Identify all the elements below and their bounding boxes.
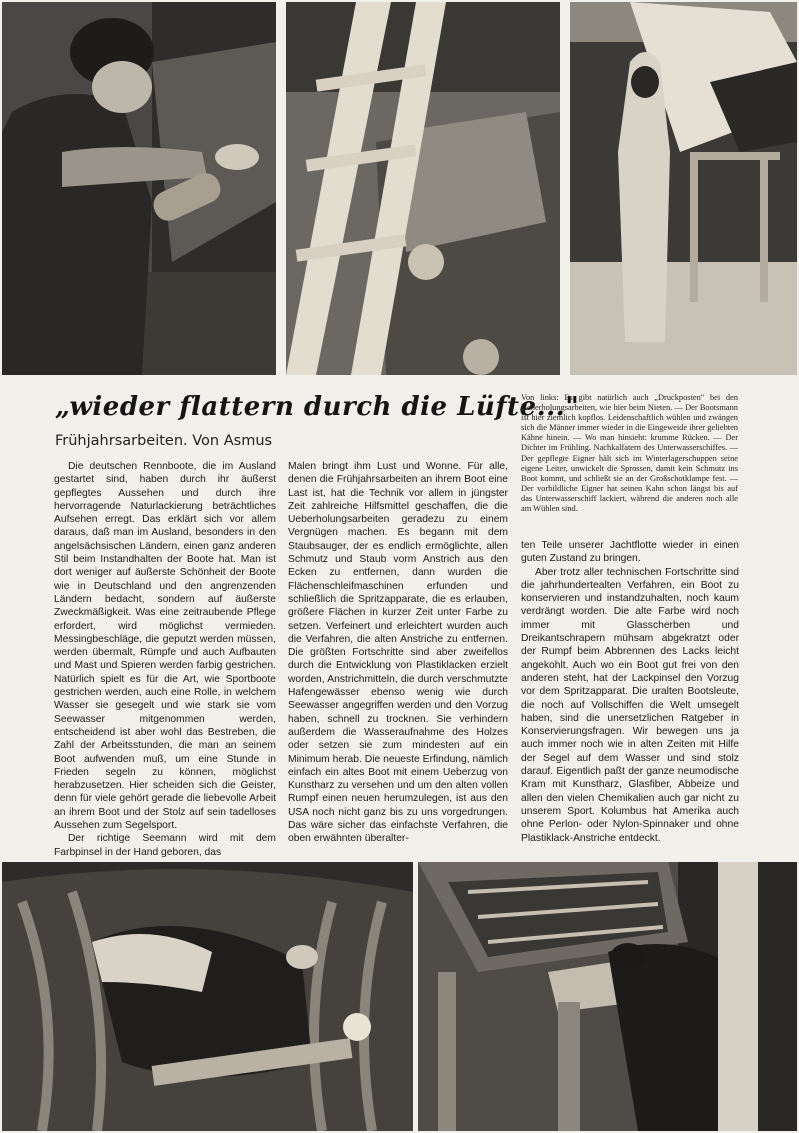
paragraph: ten Teile unserer Jachtflotte wieder in einen guten Zustand zu bringen. <box>521 540 739 565</box>
photo-under-hull <box>418 862 797 1131</box>
article-title: „wieder flattern durch die Lüfte..." <box>55 392 580 422</box>
photo-inside-hull <box>2 862 413 1131</box>
article-subtitle: Frühjahrsarbeiten. Von Asmus <box>55 433 273 449</box>
paragraph: Malen bringt ihm Lust und Wonne. Für alle, denen die Frühjahrsarbeiten an ihrem Boot eine Last ist, hat die Technik vor allem in jüngster Zeit zahlreiche Hilfsmittel geschaffen, die die Ueberholungsarbeiten geradezu zu einem Vergnügen machen. Es begann mit dem Staubsauger, der es endlich ermöglichte, allen Schmutz und Staub vorm Anstrich aus den Ecken zu entfernen, dann wurden die Flächenschleifmaschinen erfunden und schließlich die Spritzapparate, die es erlauben, größere Flächen in kurzer Zeit unter Farbe zu setzen. Verfeinert und erleichtert wurden auch die Verfahren, die alten Anstriche zu entfernen. Die größten Fortschritte sind aber zweifellos durch die Entwicklung von Plastiklacken erzielt worden, Anstrichmitteln, die durch verschmutzte Hafengewässer ebenso wenig wie durch Seewasser angegriffen werden und den Vorzug haben, schnell zu trocknen. Sie verhindern außerdem die Wasseraufnahme des Holzes oder setzen sie zum mindesten auf ein Minimum herab. Die neueste Erfindung, nämlich einfach ein altes Boot mit einem Ueberzug von Kunstharz zu versehen und um den alten vollen Rumpf einen neuen herumzulegen, ist aus den USA noch nicht ganz bis zu uns vorgedrungen. Das wäre sicher das einfachste Verfahren, die oben erwähnten überalter- <box>288 461 508 845</box>
article-column-2 <box>288 460 508 846</box>
article-column-1 <box>54 460 276 859</box>
paragraph: Die deutschen Rennboote, die im Ausland gestartet sind, haben durch ihr äußerst gepflegtes Aussehen und durch ihre hervorragende Naturlackierung beträchtliches Aufsehen erregt. Das erklärt sich vor allem daraus, daß man im Ausland, besonders in den angelsächsischen Ländern, einen ganz anderen Stil beim Instandhalten der Boote hat. Man ist dort weniger auf äußerste Schönheit der Boote wie in Deutschland und den angrenzenden Ländern bedacht, sondern auf äußerste Zweckmäßigkeit. Was eine zeitraubende Pflege erfordert, wird möglichst vermieden. Messingbeschläge, die geputzt werden müssen, werden übermalt, Rümpfe und auch Aufbauten und Mast und Spieren werden farbig gestrichen. Natürlich spielt es für die Art, wie Sportboote gestrichen werden, auch eine Rolle, in welchem Wasser sie gesegelt und wie stark sie vom Seewasser mitgenommen werden, entscheidend ist aber wohl das Bestreben, die Zahl der Arbeitsstunden, die man an seinem Boot aufwenden muß, um eine Stunde in Frieden segeln zu können, möglichst herabzusetzen. Hier scheiden sich die Geister, denn für viele gehört gerade die liebevolle Arbeit an ihrem Boot und der Stolz auf sein tadelloses Aussehen zum Segelsport. <box>54 461 276 832</box>
photo-riveting <box>2 2 276 375</box>
photo-caption: Von links: Es gibt natürlich auch „Druckposten" bei den Ueberholungsarbeiten, wie hier beim Nieten. — Der Bootsmann ist hier ziemlich kopflos. Leidenschaftlich wühlen und zwängen sich die Männer immer wieder in die Eingeweide ihrer geliebten Kähne hinein. — Wo man hinsieht: krumme Rücken. — Der Dichter im Frühling. Nachkalfatern des Unterwasserschiffes. — Der gepflegte Eigner hält sich im Winterlagerschuppen seine eigene Leiter, unwickelt die Sprossen, damit kein Schmutz ins Boot kommt, und schließt sie an der Großschotklampe fest. — Der vorbildliche Eigner hat seinen Kahn schon längst bis auf das Unterwasserschiff lackiert, während die anderen noch alle am Wühlen sind. <box>521 393 738 514</box>
photo-caulking <box>570 2 797 375</box>
article-column-3 <box>521 539 739 845</box>
paragraph: Aber trotz aller technischen Fortschritte sind die jahrhundertealten Verfahren, ein Boot zu konservieren und instandzuhalten, noch kaum verdrängt worden. Die alte Farbe wird noch immer mit Glasscherben und Dreikantschrapern mühsam abgekratzt oder der Rumpf beim Abbrennen des Lacks leicht angekohlt. Auch wo ein Boot gut frei von den anderen steht, hat der Lackpinsel den Vorzug vor dem Spritzapparat. Die uralten Bootsleute, die noch auf Vollschiffen die Welt umsegelt haben, sind die unersetzlichen Ratgeber in Konservierungsfragen. Wir bewegen uns ja auch immer noch wie in alten Zeiten mit Hilfe der Segel auf dem Wasser und sind stolz darauf. Eigentlich paßt der ganze neumodische Kram mit Kunstharz, Glasfiber, Abbeize und allen den vielen Chemikalien auch gar nicht zu unserem Sport. Kolumbus hat Amerika auch ohne Perlon- oder Nylon-Spinnaker und ohne Plastiklack-Anstriche entdeckt. <box>521 566 739 844</box>
paragraph: Der richtige Seemann wird mit dem Farbpinsel in der Hand geboren, das <box>54 833 276 858</box>
photo-ladder <box>286 2 560 375</box>
